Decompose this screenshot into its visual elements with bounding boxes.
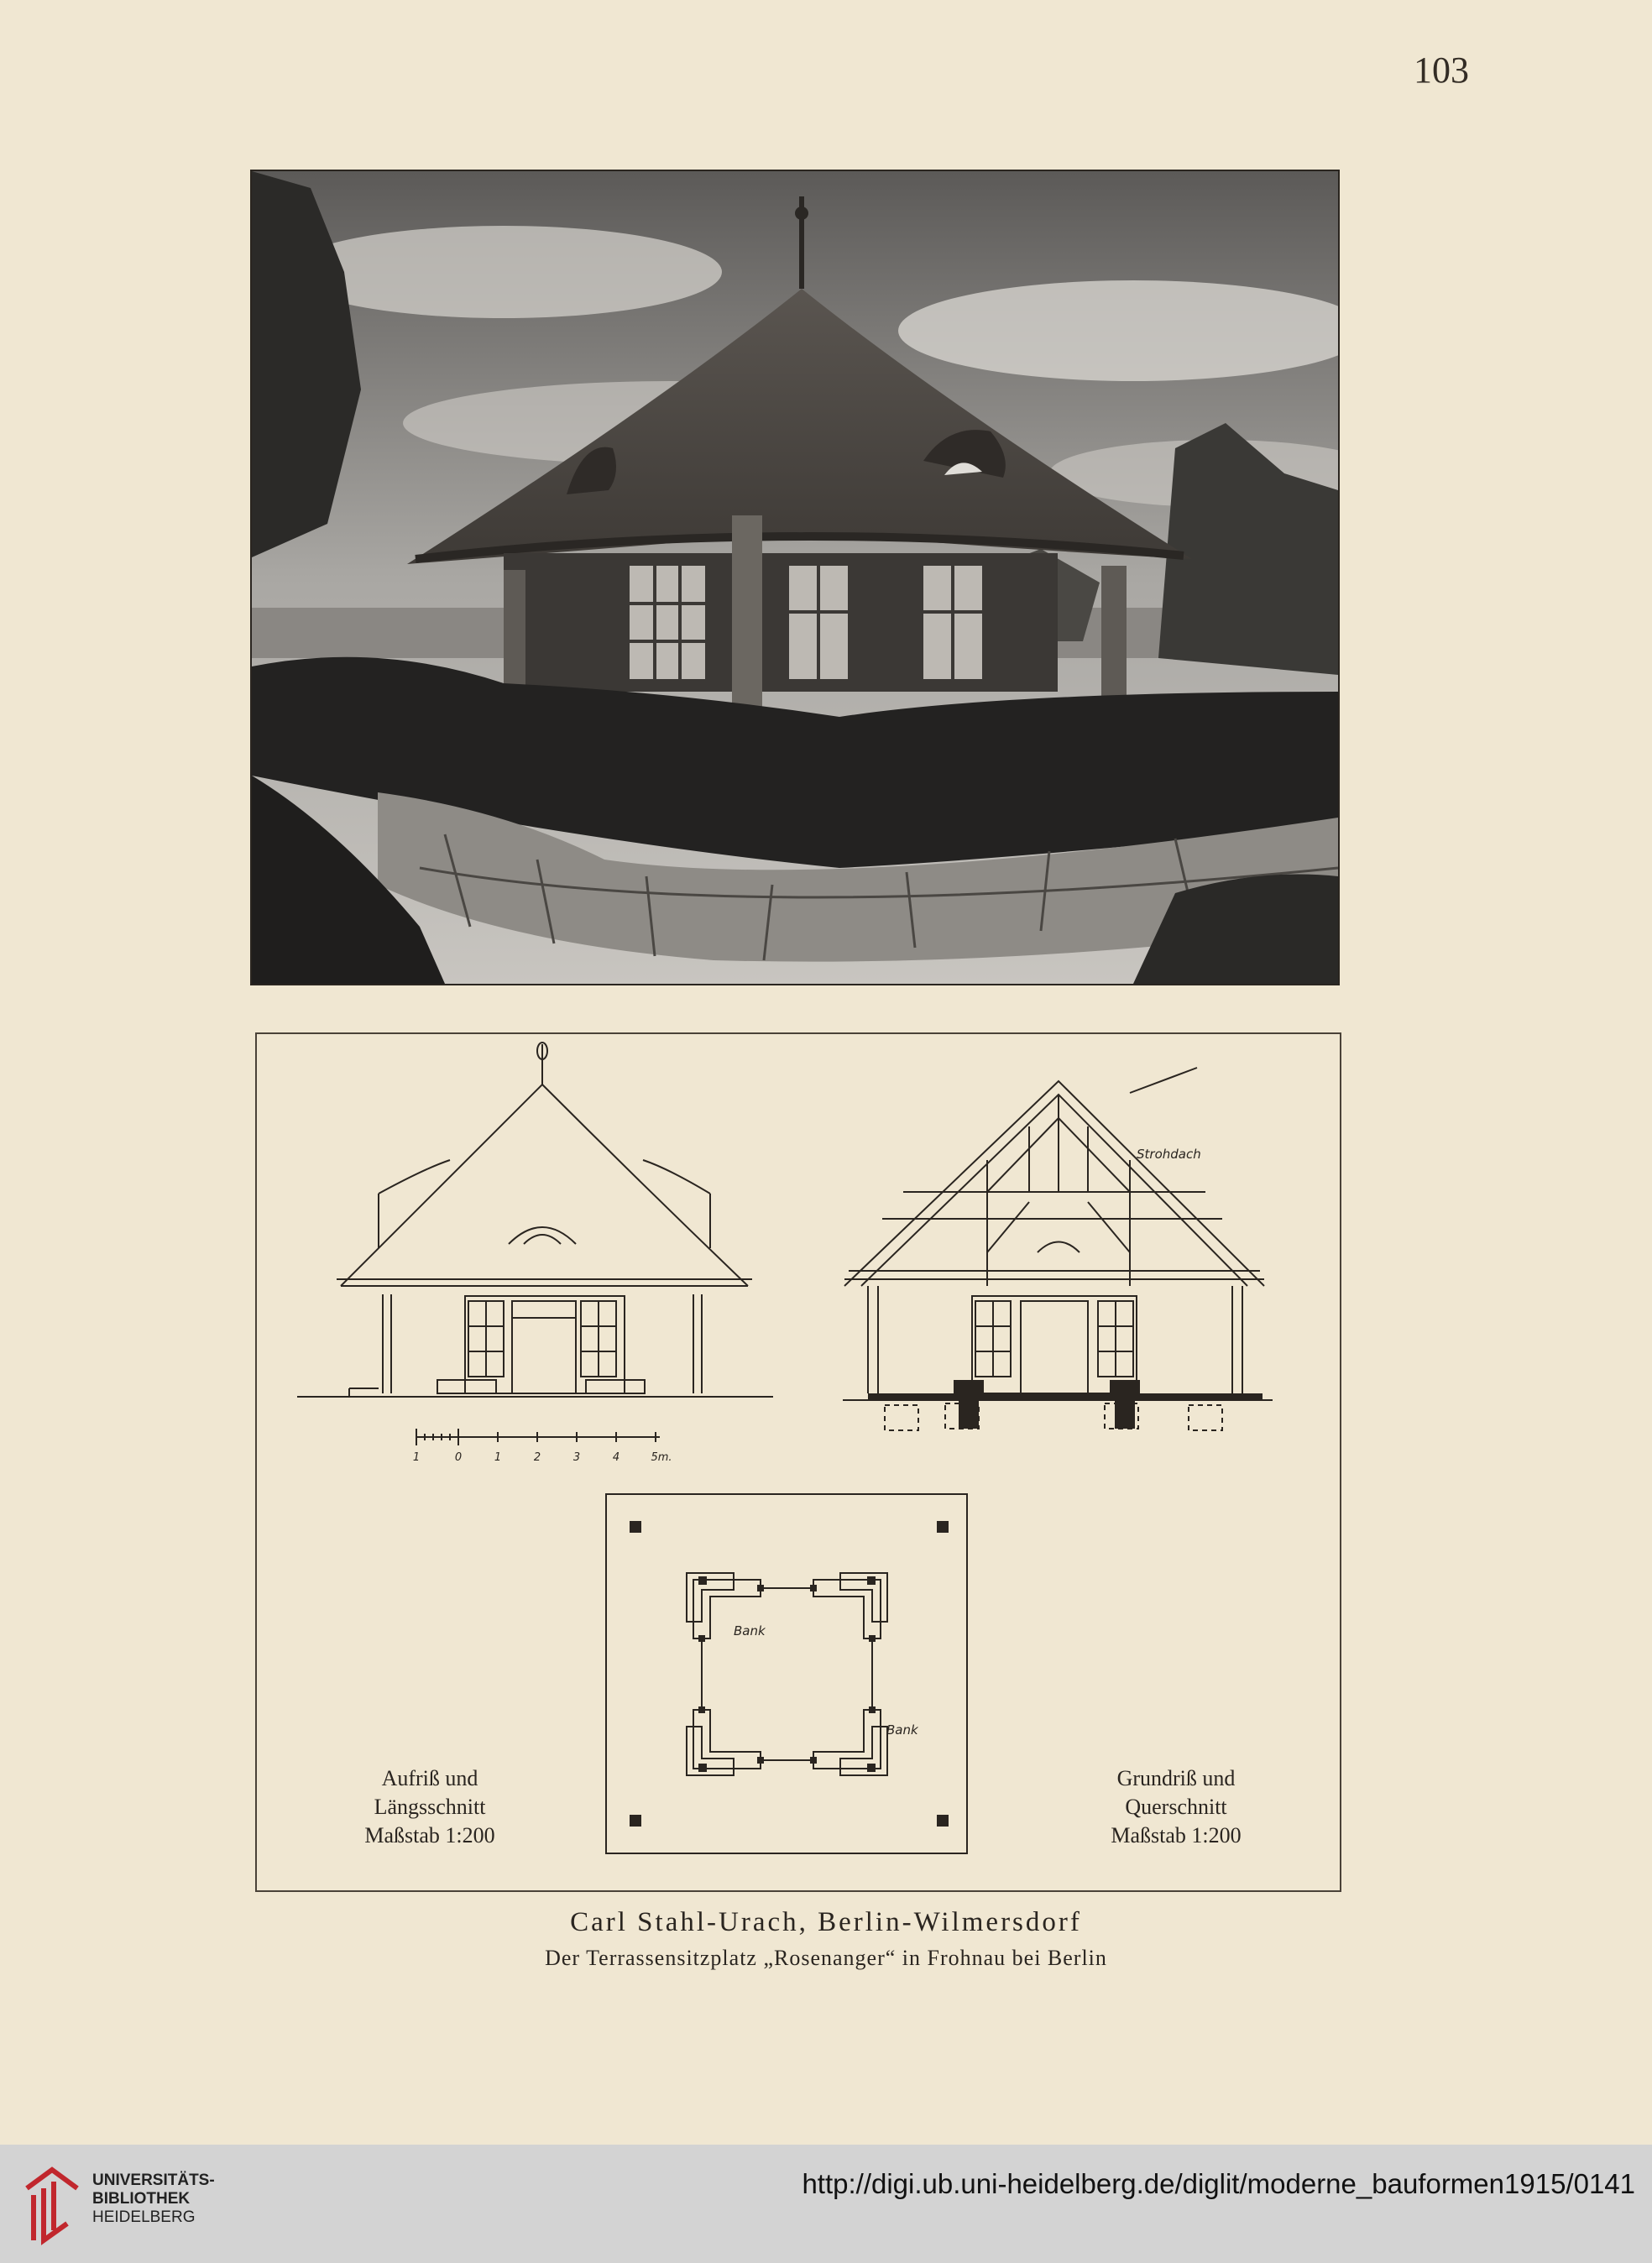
architectural-drawing-plate <box>255 1032 1341 1892</box>
library-logo-icon[interactable] <box>18 2163 86 2247</box>
bench-annotation: Bank <box>734 1623 766 1638</box>
scale-tick-label: 5m. <box>651 1451 672 1464</box>
elevation-drawing <box>297 1043 773 1397</box>
scale-tick-label: 2 <box>533 1451 541 1464</box>
library-name-line: BIBLIOTHEK <box>92 2190 191 2208</box>
digitization-footer <box>0 2145 1652 2263</box>
elevation-caption <box>304 1764 556 1850</box>
cross-section-drawing <box>843 1068 1273 1430</box>
bench-annotation: Bank <box>886 1722 918 1738</box>
scale-tick-label: 1 <box>412 1451 421 1464</box>
drawings <box>257 1034 1340 1890</box>
scale-tick-label: 4 <box>612 1451 620 1464</box>
caption-subtitle: Der Terrassensitzplatz „Rosenanger“ in Frohnau bei Berlin <box>545 1946 1107 1970</box>
scale-tick-label: 1 <box>494 1451 502 1464</box>
plan-caption <box>1050 1764 1302 1850</box>
library-name-line: UNIVERSITÄTS- <box>92 2172 215 2189</box>
elevation-caption-line: Längsschnitt <box>374 1795 486 1819</box>
plan-caption-line: Grundriß und <box>1116 1766 1236 1790</box>
photo-image <box>252 171 1338 984</box>
page-number: 103 <box>1414 50 1469 91</box>
scale-tick-label: 0 <box>454 1451 463 1464</box>
scale-tick-label: 3 <box>572 1451 581 1464</box>
elevation-scale: Maßstab 1:200 <box>364 1823 495 1848</box>
caption-author: Carl Stahl-Urach, Berlin-Wilmersdorf <box>570 1907 1082 1937</box>
pavilion-photograph <box>250 170 1340 985</box>
scale-bar <box>416 1429 660 1445</box>
elevation-caption-line: Aufriß und <box>381 1766 478 1790</box>
floor-plan-drawing <box>606 1494 967 1853</box>
library-name-line: HEIDELBERG <box>92 2208 196 2226</box>
roof-material-annotation: Strohdach <box>1137 1147 1201 1162</box>
permalink-url[interactable]: http://digi.ub.uni-heidelberg.de/diglit/moderne_bauformen1915/0141 <box>802 2168 1635 2199</box>
library-name <box>92 2172 215 2227</box>
plan-caption-line: Querschnitt <box>1125 1795 1227 1819</box>
plan-scale: Maßstab 1:200 <box>1111 1823 1242 1848</box>
